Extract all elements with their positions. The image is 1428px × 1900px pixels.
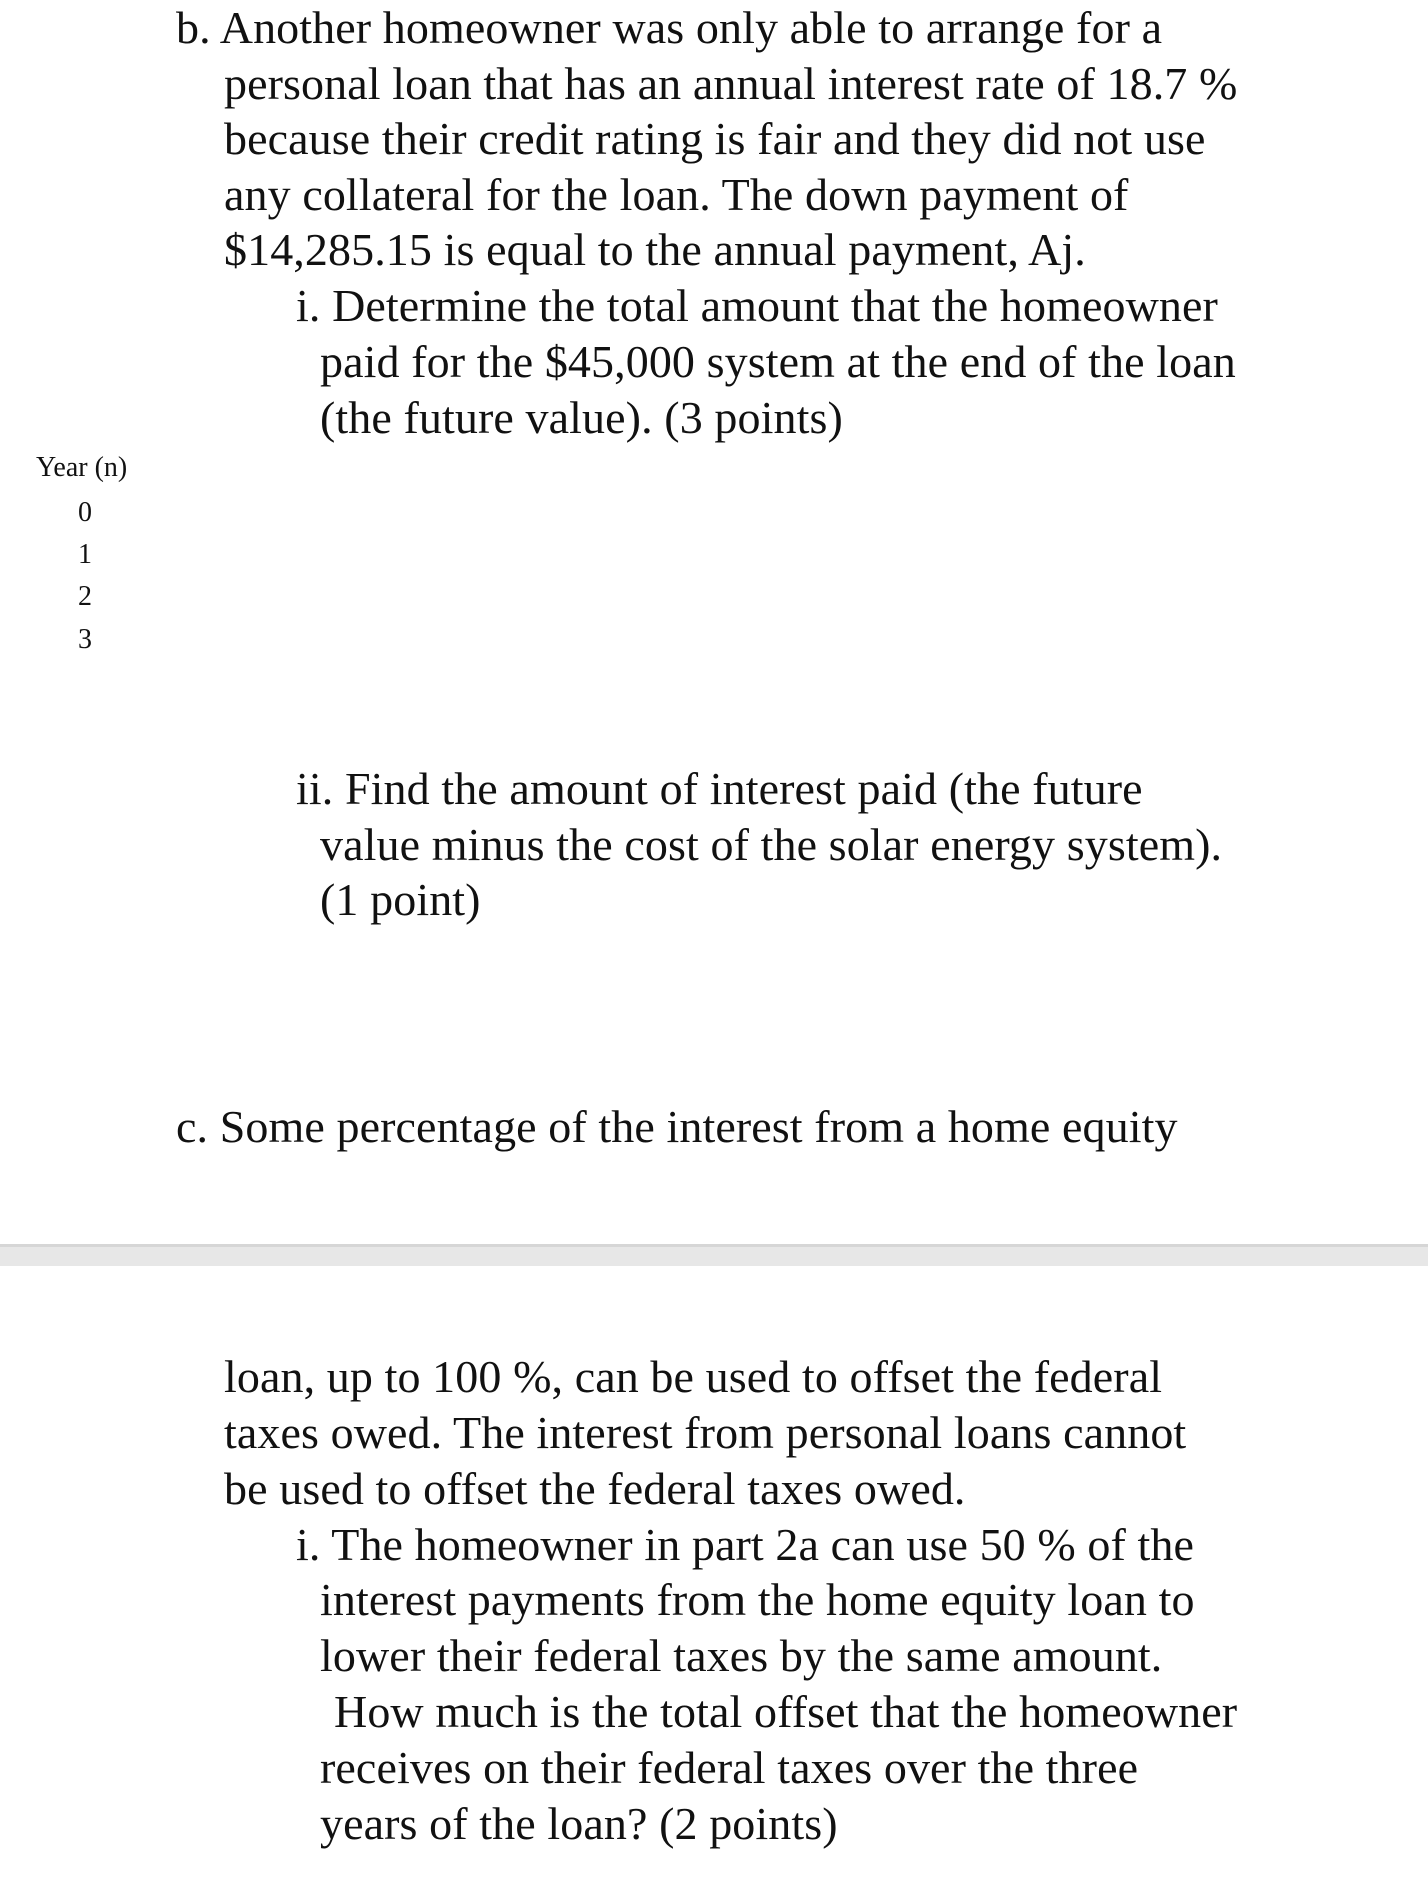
part-b-line-3: because their credit rating is fair and they did not use bbox=[224, 113, 1206, 164]
year-value-1: 1 bbox=[78, 539, 92, 570]
part-c-i-line-1: i. The homeowner in part 2a can use 50 % of the bbox=[296, 1519, 1195, 1570]
part-c-i-line-4: How much is the total offset that the homeowner bbox=[334, 1686, 1238, 1737]
part-b-line-1: b. Another homeowner was only able to arrange for a bbox=[176, 2, 1163, 53]
part-c-line-2: loan, up to 100 %, can be used to offset the federal bbox=[224, 1351, 1163, 1402]
part-b-ii-line-1: ii. Find the amount of interest paid (the future bbox=[296, 763, 1143, 814]
part-b-i-line-2: paid for the $45,000 system at the end of the loan bbox=[320, 336, 1236, 387]
year-value-0: 0 bbox=[78, 497, 92, 528]
part-c-line-1: c. Some percentage of the interest from a home equity bbox=[176, 1101, 1178, 1152]
part-c-i-line-3: lower their federal taxes by the same amount. bbox=[320, 1630, 1163, 1681]
part-b-i-line-1: i. Determine the total amount that the homeowner bbox=[296, 280, 1218, 331]
year-value-3: 3 bbox=[78, 624, 92, 655]
year-value-2: 2 bbox=[78, 581, 92, 612]
part-c-i-line-5: receives on their federal taxes over the three bbox=[320, 1742, 1139, 1793]
part-b-i-line-3: (the future value). (3 points) bbox=[320, 392, 843, 443]
page-divider bbox=[0, 1244, 1428, 1266]
part-b-line-4: any collateral for the loan. The down payment of bbox=[224, 169, 1129, 220]
part-c-i-line-6: years of the loan? (2 points) bbox=[320, 1798, 838, 1849]
part-b-ii-line-3: (1 point) bbox=[320, 874, 481, 925]
part-c-line-4: be used to offset the federal taxes owed. bbox=[224, 1463, 966, 1514]
part-b-line-5: $14,285.15 is equal to the annual payment, Aj. bbox=[224, 224, 1086, 275]
part-c-i-line-2: interest payments from the home equity loan to bbox=[320, 1574, 1195, 1625]
part-c-line-3: taxes owed. The interest from personal loans cannot bbox=[224, 1407, 1187, 1458]
part-b-line-2: personal loan that has an annual interest rate of 18.7 % bbox=[224, 58, 1238, 109]
part-b-ii-line-2: value minus the cost of the solar energy system). bbox=[320, 819, 1223, 870]
year-table-header: Year (n) bbox=[36, 452, 128, 483]
